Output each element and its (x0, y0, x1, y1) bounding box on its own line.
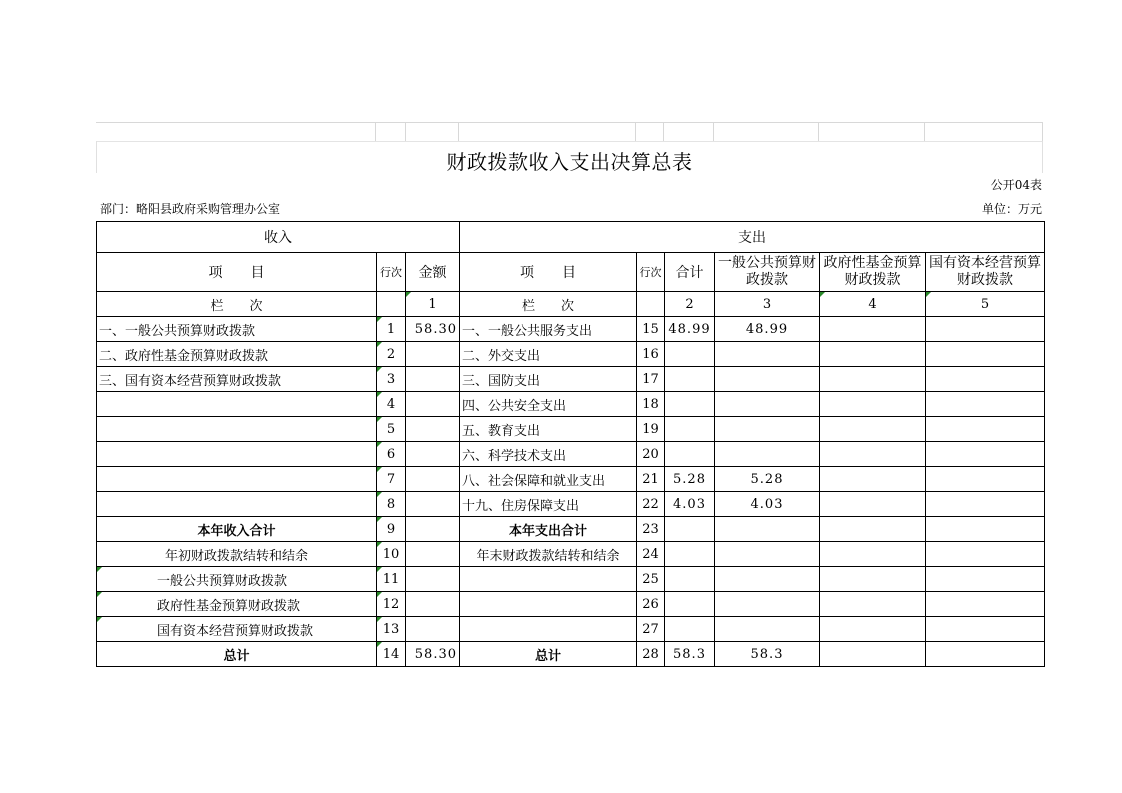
income-amount-header: 金额 (406, 253, 460, 292)
expense-item-cell: 十九、住房保障支出 (460, 492, 637, 517)
table-row (97, 367, 1045, 392)
income-amount-cell (406, 517, 460, 542)
general-budget-cell (715, 592, 820, 617)
expense-item-cell: 本年支出合计 (460, 517, 637, 542)
header-row-column-numbers (97, 292, 1045, 317)
income-line-cell: 8 (377, 492, 406, 517)
income-amount-cell (406, 567, 460, 592)
income-item-header: 项 目 (97, 253, 377, 292)
col-2-label: 2 (665, 292, 715, 317)
income-item-cell: 总计 (97, 642, 377, 667)
income-item-cell: 三、国有资本经营预算财政拨款 (97, 367, 377, 392)
table-row (97, 542, 1045, 567)
col-5-label: 5 (926, 292, 1045, 317)
header-row-sections (97, 222, 1045, 253)
table-row (97, 417, 1045, 442)
budget-table (96, 221, 1045, 667)
income-section-header: 收入 (97, 222, 460, 253)
income-amount-cell (406, 442, 460, 467)
page-title: 财政拨款收入支出决算总表 (446, 150, 693, 174)
general-budget-cell (715, 367, 820, 392)
income-item-cell (97, 417, 377, 442)
expense-total-cell (665, 342, 715, 367)
col-4-label: 4 (820, 292, 926, 317)
expense-item-cell (460, 567, 637, 592)
gov-fund-cell (820, 317, 926, 342)
expense-line-cell: 23 (637, 517, 665, 542)
expense-item-cell (460, 617, 637, 642)
gov-fund-cell (820, 517, 926, 542)
income-line-cell: 9 (377, 517, 406, 542)
expense-total-cell (665, 442, 715, 467)
table-row (97, 592, 1045, 617)
expense-line-cell: 19 (637, 417, 665, 442)
expense-line-cell: 20 (637, 442, 665, 467)
income-item-cell (97, 392, 377, 417)
expense-line-cell: 27 (637, 617, 665, 642)
income-line-cell: 12 (377, 592, 406, 617)
expense-line-cell: 21 (637, 467, 665, 492)
department-label: 部门：略阳县政府采购管理办公室 (100, 202, 281, 216)
table-row (97, 642, 1045, 667)
expense-line-cell: 18 (637, 392, 665, 417)
expense-line-cell: 22 (637, 492, 665, 517)
state-capital-cell (926, 342, 1045, 367)
expense-item-cell: 一、一般公共服务支出 (460, 317, 637, 342)
gov-fund-header: 政府性基金预算财政拨款 (820, 253, 926, 292)
general-budget-cell: 48.99 (715, 317, 820, 342)
expense-item-cell (460, 592, 637, 617)
income-line-cell: 2 (377, 342, 406, 367)
expense-item-cell: 二、外交支出 (460, 342, 637, 367)
expense-item-cell: 五、教育支出 (460, 417, 637, 442)
income-line-blank (377, 292, 406, 317)
expense-column-label: 栏 次 (460, 292, 637, 317)
income-amount-cell (406, 467, 460, 492)
expense-line-cell: 25 (637, 567, 665, 592)
expense-total-header: 合计 (665, 253, 715, 292)
income-item-cell (97, 442, 377, 467)
income-amount-cell (406, 617, 460, 642)
general-budget-cell (715, 442, 820, 467)
expense-item-cell: 三、国防支出 (460, 367, 637, 392)
income-line-cell: 6 (377, 442, 406, 467)
gov-fund-cell (820, 567, 926, 592)
state-capital-cell (926, 642, 1045, 667)
income-line-cell: 10 (377, 542, 406, 567)
income-amount-cell (406, 492, 460, 517)
table-row (97, 467, 1045, 492)
income-line-cell: 3 (377, 367, 406, 392)
expense-line-cell: 28 (637, 642, 665, 667)
income-line-cell: 7 (377, 467, 406, 492)
expense-total-cell: 5.28 (665, 467, 715, 492)
general-budget-cell (715, 517, 820, 542)
income-item-cell: 年初财政拨款结转和结余 (97, 542, 377, 567)
expense-line-blank (637, 292, 665, 317)
income-line-cell: 13 (377, 617, 406, 642)
income-amount-cell: 58.30 (406, 317, 460, 342)
expense-section-header: 支出 (460, 222, 1045, 253)
income-item-cell (97, 492, 377, 517)
gov-fund-cell (820, 642, 926, 667)
income-item-cell (97, 467, 377, 492)
col-1-label: 1 (406, 292, 460, 317)
general-budget-cell (715, 617, 820, 642)
state-capital-cell (926, 417, 1045, 442)
expense-item-cell: 六、科学技术支出 (460, 442, 637, 467)
expense-total-cell (665, 542, 715, 567)
general-budget-cell: 4.03 (715, 492, 820, 517)
expense-total-cell (665, 617, 715, 642)
form-code: 公开04表 (990, 178, 1042, 192)
general-budget-header: 一般公共预算财政拨款 (715, 253, 820, 292)
general-budget-cell (715, 342, 820, 367)
state-capital-cell (926, 517, 1045, 542)
income-line-cell: 14 (377, 642, 406, 667)
expense-total-cell (665, 367, 715, 392)
expense-item-cell: 四、公共安全支出 (460, 392, 637, 417)
gov-fund-cell (820, 467, 926, 492)
income-amount-cell: 58.30 (406, 642, 460, 667)
income-amount-cell (406, 417, 460, 442)
general-budget-cell (715, 392, 820, 417)
table-row (97, 317, 1045, 342)
general-budget-cell: 58.3 (715, 642, 820, 667)
state-capital-cell (926, 442, 1045, 467)
gov-fund-cell (820, 592, 926, 617)
table-row (97, 517, 1045, 542)
state-capital-cell (926, 617, 1045, 642)
empty-header-grid (96, 122, 1043, 142)
state-capital-header: 国有资本经营预算财政拨款 (926, 253, 1045, 292)
state-capital-cell (926, 492, 1045, 517)
expense-item-cell: 八、社会保障和就业支出 (460, 467, 637, 492)
state-capital-cell (926, 317, 1045, 342)
expense-item-cell: 年末财政拨款结转和结余 (460, 542, 637, 567)
general-budget-cell (715, 542, 820, 567)
gov-fund-cell (820, 492, 926, 517)
income-item-cell: 二、政府性基金预算财政拨款 (97, 342, 377, 367)
table-row (97, 567, 1045, 592)
state-capital-cell (926, 567, 1045, 592)
unit-label: 单位：万元 (981, 202, 1042, 216)
expense-total-cell (665, 417, 715, 442)
income-column-label: 栏 次 (97, 292, 377, 317)
gov-fund-cell (820, 617, 926, 642)
gov-fund-cell (820, 342, 926, 367)
income-line-cell: 1 (377, 317, 406, 342)
expense-item-header: 项 目 (460, 253, 637, 292)
expense-total-cell (665, 517, 715, 542)
state-capital-cell (926, 367, 1045, 392)
state-capital-cell (926, 392, 1045, 417)
expense-item-cell: 总计 (460, 642, 637, 667)
expense-total-cell: 58.3 (665, 642, 715, 667)
table-row (97, 392, 1045, 417)
table-row (97, 492, 1045, 517)
expense-total-cell (665, 392, 715, 417)
state-capital-cell (926, 592, 1045, 617)
expense-total-cell: 4.03 (665, 492, 715, 517)
expense-line-cell: 24 (637, 542, 665, 567)
expense-total-cell: 48.99 (665, 317, 715, 342)
income-amount-cell (406, 367, 460, 392)
expense-line-cell: 16 (637, 342, 665, 367)
state-capital-cell (926, 542, 1045, 567)
table-row (97, 342, 1045, 367)
income-line-header: 行次 (377, 253, 406, 292)
general-budget-cell: 5.28 (715, 467, 820, 492)
expense-line-header: 行次 (637, 253, 665, 292)
income-item-cell: 国有资本经营预算财政拨款 (97, 617, 377, 642)
gov-fund-cell (820, 392, 926, 417)
table-row (97, 442, 1045, 467)
income-amount-cell (406, 542, 460, 567)
gov-fund-cell (820, 542, 926, 567)
income-amount-cell (406, 342, 460, 367)
general-budget-cell (715, 417, 820, 442)
gov-fund-cell (820, 442, 926, 467)
income-item-cell: 一般公共预算财政拨款 (97, 567, 377, 592)
income-item-cell: 政府性基金预算财政拨款 (97, 592, 377, 617)
table-row (97, 617, 1045, 642)
expense-line-cell: 15 (637, 317, 665, 342)
income-item-cell: 一、一般公共预算财政拨款 (97, 317, 377, 342)
expense-total-cell (665, 592, 715, 617)
gov-fund-cell (820, 417, 926, 442)
expense-line-cell: 26 (637, 592, 665, 617)
header-row-columns (97, 253, 1045, 292)
income-item-cell: 本年收入合计 (97, 517, 377, 542)
income-line-cell: 5 (377, 417, 406, 442)
income-line-cell: 11 (377, 567, 406, 592)
gov-fund-cell (820, 367, 926, 392)
general-budget-cell (715, 567, 820, 592)
income-line-cell: 4 (377, 392, 406, 417)
col-3-label: 3 (715, 292, 820, 317)
expense-total-cell (665, 567, 715, 592)
income-amount-cell (406, 392, 460, 417)
state-capital-cell (926, 467, 1045, 492)
income-amount-cell (406, 592, 460, 617)
expense-line-cell: 17 (637, 367, 665, 392)
